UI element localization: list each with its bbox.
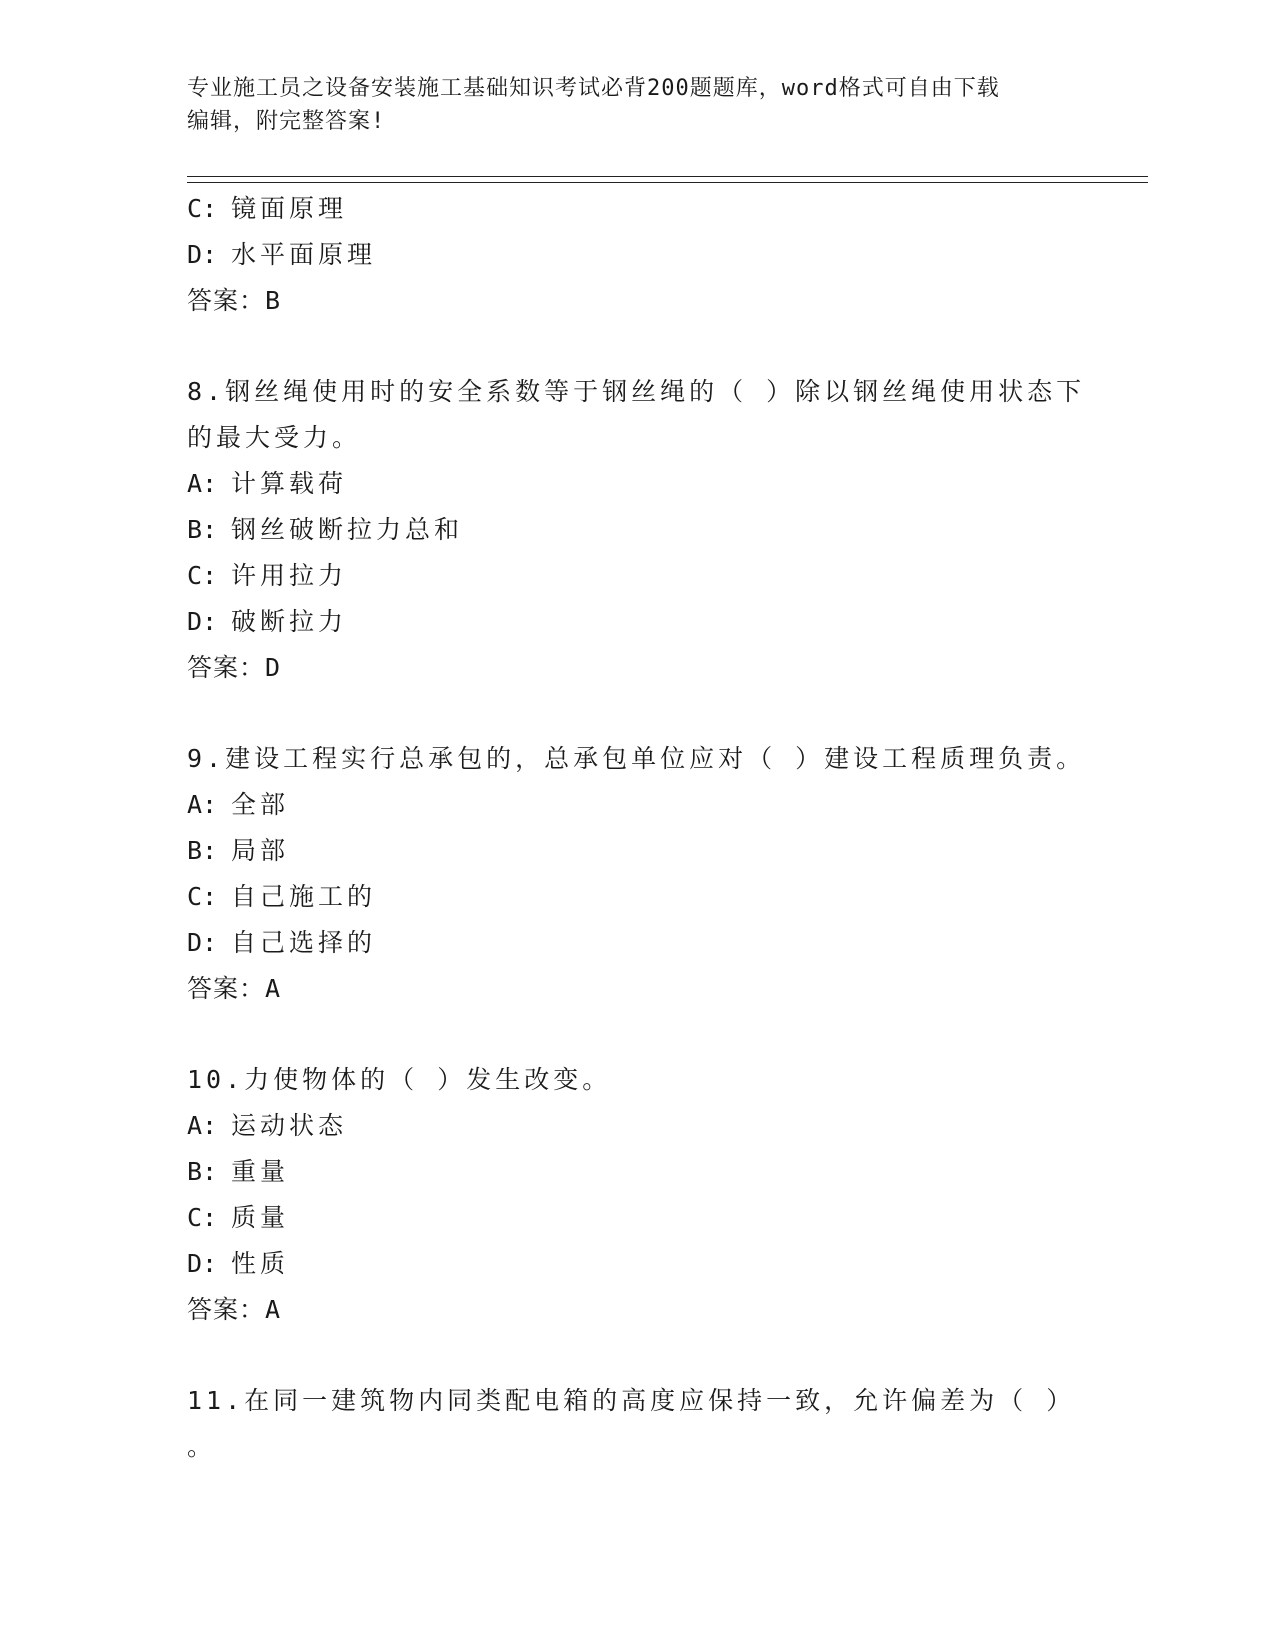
option-key: D: [187,240,218,269]
option-b [187,507,1087,553]
option-text: 自己施工的 [231,882,377,911]
question-text: 9.建设工程实行总承包的，总承包单位应对（ ）建设工程质理负责。 [187,744,1086,773]
option-key: C: [187,561,218,590]
document-header [187,72,1067,138]
option-key: A: [187,469,218,498]
option-key: B: [187,515,218,544]
option-a [187,461,1087,507]
option-text: 计算载荷 [231,469,348,498]
option-text: 全部 [231,790,290,819]
option-key: C: [187,194,218,223]
option-text: 质量 [231,1203,290,1232]
answer-line: 答案：D [187,653,282,682]
option-key: C: [187,882,218,911]
question-text: 10.力使物体的（ ）发生改变。 [187,1065,612,1094]
option-b [187,1149,1087,1195]
option-text: 局部 [231,836,290,865]
option-b [187,828,1087,874]
header-line-1: 专业施工员之设备安装施工基础知识考试必背200题题库，word格式可自由下载 [187,76,1000,101]
question-7-continued [187,186,1087,324]
option-text: 运动状态 [231,1111,348,1140]
option-c [187,874,1087,920]
option-a [187,1103,1087,1149]
option-text: 水平面原理 [231,240,377,269]
option-text: 破断拉力 [231,607,348,636]
question-8 [187,369,1087,691]
option-key: A: [187,790,218,819]
question-11 [187,1378,1087,1470]
question-text: 11.在同一建筑物内同类配电箱的高度应保持一致，允许偏差为（ ） [187,1386,1076,1415]
option-text: 镜面原理 [231,194,348,223]
option-text: 自己选择的 [231,928,377,957]
document-body [187,186,1087,1470]
answer-line: 答案：B [187,286,282,315]
question-text: 8.钢丝绳使用时的安全系数等于钢丝绳的（ ）除以钢丝绳使用状态下 [187,377,1086,406]
option-text: 许用拉力 [231,561,348,590]
header-divider-top [187,176,1148,177]
question-text: 。 [187,1432,217,1461]
answer-line: 答案：A [187,1295,282,1324]
option-c [187,553,1087,599]
header-line-2: 编辑，附完整答案! [187,109,386,134]
question-9 [187,736,1087,1012]
option-key: A: [187,1111,218,1140]
header-divider-bottom [187,182,1148,183]
option-a [187,782,1087,828]
option-text: 重量 [231,1157,290,1186]
question-10 [187,1057,1087,1333]
option-text: 性质 [231,1249,290,1278]
option-key: B: [187,836,218,865]
option-c [187,1195,1087,1241]
option-key: D: [187,1249,218,1278]
option-key: B: [187,1157,218,1186]
option-key: D: [187,607,218,636]
option-key: D: [187,928,218,957]
option-d [187,599,1087,645]
option-d [187,1241,1087,1287]
option-d [187,920,1087,966]
option-c [187,186,1087,232]
option-key: C: [187,1203,218,1232]
answer-line: 答案：A [187,974,282,1003]
option-text: 钢丝破断拉力总和 [231,515,464,544]
option-d [187,232,1087,278]
question-text: 的最大受力。 [187,423,362,452]
